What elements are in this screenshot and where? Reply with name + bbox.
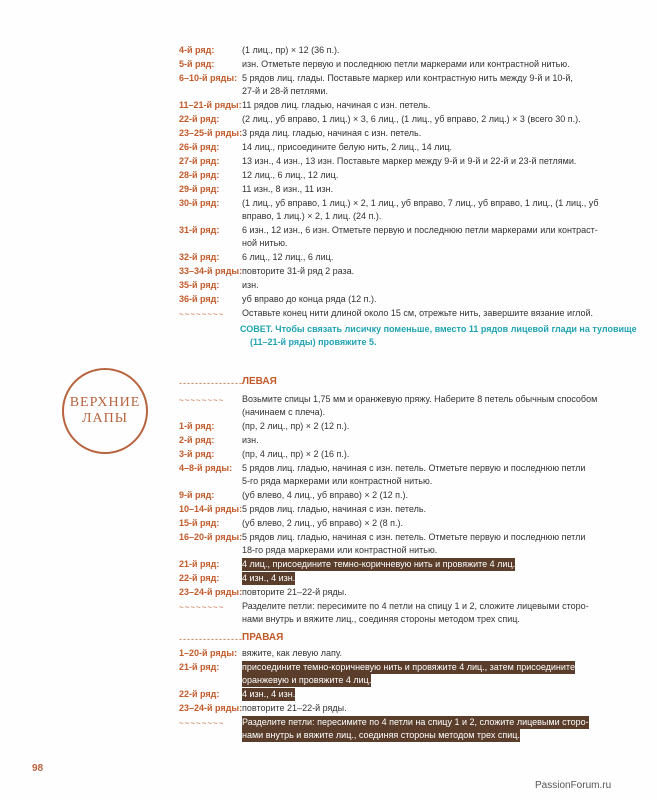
tip-line: (11–21-й ряды) провяжите 5.: [250, 337, 377, 347]
row-text: 6 лиц., 12 лиц., 6 лиц.: [242, 252, 334, 262]
row-label: 1-й ряд:: [179, 421, 215, 431]
wave-marker: ~~~~~~~~: [179, 310, 225, 319]
row-label: 22-й ряд:: [179, 689, 220, 699]
row-text: (2 лиц., уб вправо, 1 лиц.) × 3, 6 лиц., (1 лиц., уб вправо, 2 лиц.) × 3 (всего 30 п.).: [242, 114, 581, 124]
row-text: вяжите, как левую лапу.: [242, 648, 343, 658]
row-label: 3-й ряд:: [179, 449, 215, 459]
row-text: 5-го ряда маркерами или контрастной нитью.: [242, 476, 433, 486]
row-text: повторите 31-й ряд 2 раза.: [242, 266, 355, 276]
row-label: 26-й ряд:: [179, 142, 220, 152]
row-label: 31-й ряд:: [179, 225, 220, 235]
row-text: 5 рядов лиц. глады. Поставьте маркер или контрастную нить между 9-й и 10-й,: [242, 73, 573, 83]
row-text: 4 лиц., присоедините темно-коричневую нить и провяжите 4 лиц.: [242, 559, 516, 569]
row-text: 6 изн., 12 изн., 6 изн. Отметьте первую и последнюю петли маркерами или контраст-: [242, 225, 598, 235]
row-label: 5-й ряд:: [179, 59, 215, 69]
row-text: 14 лиц., присоедините белую нить, 2 лиц., 14 лиц.: [242, 142, 453, 152]
row-text: 12 лиц., 6 лиц., 12 лиц.: [242, 170, 339, 180]
row-text: Разделите петли: пересимите по 4 петли на спицу 1 и 2, сложите лицевыми сторо-: [242, 717, 589, 727]
row-text: Оставьте конец нити длиной около 15 см, отрежьте нить, завершите вязание иглой.: [242, 308, 594, 318]
row-text: 3 ряда лиц. гладью, начиная с изн. петель.: [242, 128, 422, 138]
page-number: 98: [32, 763, 44, 774]
row-label: 4–8-й ряды:: [179, 463, 233, 473]
row-text: ной нитью.: [242, 238, 288, 248]
row-text: оранжевую и провяжите 4 лиц.: [242, 675, 372, 685]
row-label: 36-й ряд:: [179, 294, 220, 304]
row-label: 16–20-й ряды:: [179, 532, 243, 542]
row-label: 15-й ряд:: [179, 518, 220, 528]
row-text: 11 изн., 8 изн., 11 изн.: [242, 184, 334, 194]
row-label: 9-й ряд:: [179, 490, 215, 500]
row-text: Разделите петли: пересимите по 4 петли на спицу 1 и 2, сложите лицевыми сторо-: [242, 601, 589, 611]
row-text: 27-й и 28-й петлями.: [242, 86, 328, 96]
row-text: 11 рядов лиц. гладью, начиная с изн. петель.: [242, 100, 431, 110]
wave-marker: ~~~~~~~~: [179, 719, 225, 728]
row-label: 23–25-й ряды:: [179, 128, 243, 138]
row-label: 23–24-й ряды:: [179, 587, 243, 597]
row-text: вправо, 1 лиц.) × 2, 1 лиц. (24 п.).: [242, 211, 382, 221]
row-text: 18-го ряда маркерами или контрастной нитью.: [242, 545, 438, 555]
divider: ----------------: [179, 634, 243, 644]
row-text: нами внутрь и вяжите лиц., соединяя стороны методом трех спиц.: [242, 730, 520, 740]
row-text: изн. Отметьте первую и последнюю петли маркерами или контрастной нитью.: [242, 59, 570, 69]
row-label: 22-й ряд:: [179, 114, 220, 124]
row-text: 13 изн., 4 изн., 13 изн. Поставьте маркер между 9-й и 9-й и 22-й и 23-й петлями.: [242, 156, 577, 166]
row-label: 29-й ряд:: [179, 184, 220, 194]
row-text: (пр, 4 лиц., пр) × 2 (16 п.).: [242, 449, 350, 459]
row-label: 21-й ряд:: [179, 662, 220, 672]
row-label: 1–20-й ряды:: [179, 648, 238, 658]
row-text: (уб влево, 4 лиц., уб вправо) × 2 (12 п.).: [242, 490, 408, 500]
row-label: 23–24-й ряды:: [179, 703, 243, 713]
section-badge: [62, 368, 148, 454]
row-label: 30-й ряд:: [179, 198, 220, 208]
row-text: 5 рядов лиц. гладью, начиная с изн. петель. Отметьте первую и последнюю петли: [242, 532, 586, 542]
row-text: 4 изн., 4 изн.: [242, 573, 296, 583]
row-text: (1 лиц., уб вправо, 1 лиц.) × 2, 1 лиц., уб вправо, 7 лиц., уб вправо, 1 лиц., (1 лиц., уб: [242, 198, 599, 208]
row-label: 21-й ряд:: [179, 559, 220, 569]
row-text: (1 лиц., пр) × 12 (36 п.).: [242, 45, 340, 55]
row-label: 4-й ряд:: [179, 45, 215, 55]
row-text: 5 рядов лиц. гладью, начиная с изн. петель. Отметьте первую и последнюю петли: [242, 463, 586, 473]
right-paw-heading: ПРАВАЯ: [242, 632, 284, 643]
tip-note: [240, 323, 637, 349]
row-text: 5 рядов лиц. гладью, начиная с изн. петель.: [242, 504, 427, 514]
row-label: 6–10-й ряды:: [179, 73, 238, 83]
watermark: PassionForum.ru: [535, 780, 612, 791]
row-text: изн.: [242, 435, 259, 445]
row-text: Возьмите спицы 1,75 мм и оранжевую пряжу. Наберите 8 петель обычным способом: [242, 394, 598, 404]
wave-marker: ~~~~~~~~: [179, 603, 225, 612]
row-text: изн.: [242, 280, 259, 290]
row-text: (пр, 2 лиц., пр) × 2 (12 п.).: [242, 421, 350, 431]
row-label: 11–21-й ряды:: [179, 100, 242, 110]
tip-line: СОВЕТ. Чтобы связать лисичку поменьше, вместо 11 рядов лицевой глади на туловище: [240, 324, 637, 334]
row-text: нами внутрь и вяжите лиц., соединяя стороны методом трех спиц.: [242, 614, 520, 624]
row-label: 10–14-й ряды:: [179, 504, 243, 514]
row-text: (уб влево, 2 лиц., уб вправо) × 2 (8 п.).: [242, 518, 403, 528]
row-text: присоедините темно-коричневую нить и провяжите 4 лиц., затем присоедините: [242, 662, 575, 672]
row-label: 33–34-й ряды:: [179, 266, 243, 276]
row-text: уб вправо до конца ряда (12 п.).: [242, 294, 377, 304]
row-label: 2-й ряд:: [179, 435, 215, 445]
badge-line: ЛАПЫ: [82, 411, 128, 426]
row-text: повторите 21–22-й ряды.: [242, 587, 347, 597]
row-text: повторите 21–22-й ряды.: [242, 703, 347, 713]
divider: ----------------: [179, 378, 243, 388]
left-paw-heading: ЛЕВАЯ: [242, 376, 277, 387]
row-text: (начинаем с плеча).: [242, 407, 326, 417]
row-label: 28-й ряд:: [179, 170, 220, 180]
badge-line: ВЕРХНИЕ: [69, 395, 141, 410]
row-label: 22-й ряд:: [179, 573, 220, 583]
row-text: 4 изн., 4 изн.: [242, 689, 296, 699]
row-label: 35-й ряд:: [179, 280, 220, 290]
row-label: 32-й ряд:: [179, 252, 220, 262]
row-label: 27-й ряд:: [179, 156, 220, 166]
wave-marker: ~~~~~~~~: [179, 396, 225, 405]
